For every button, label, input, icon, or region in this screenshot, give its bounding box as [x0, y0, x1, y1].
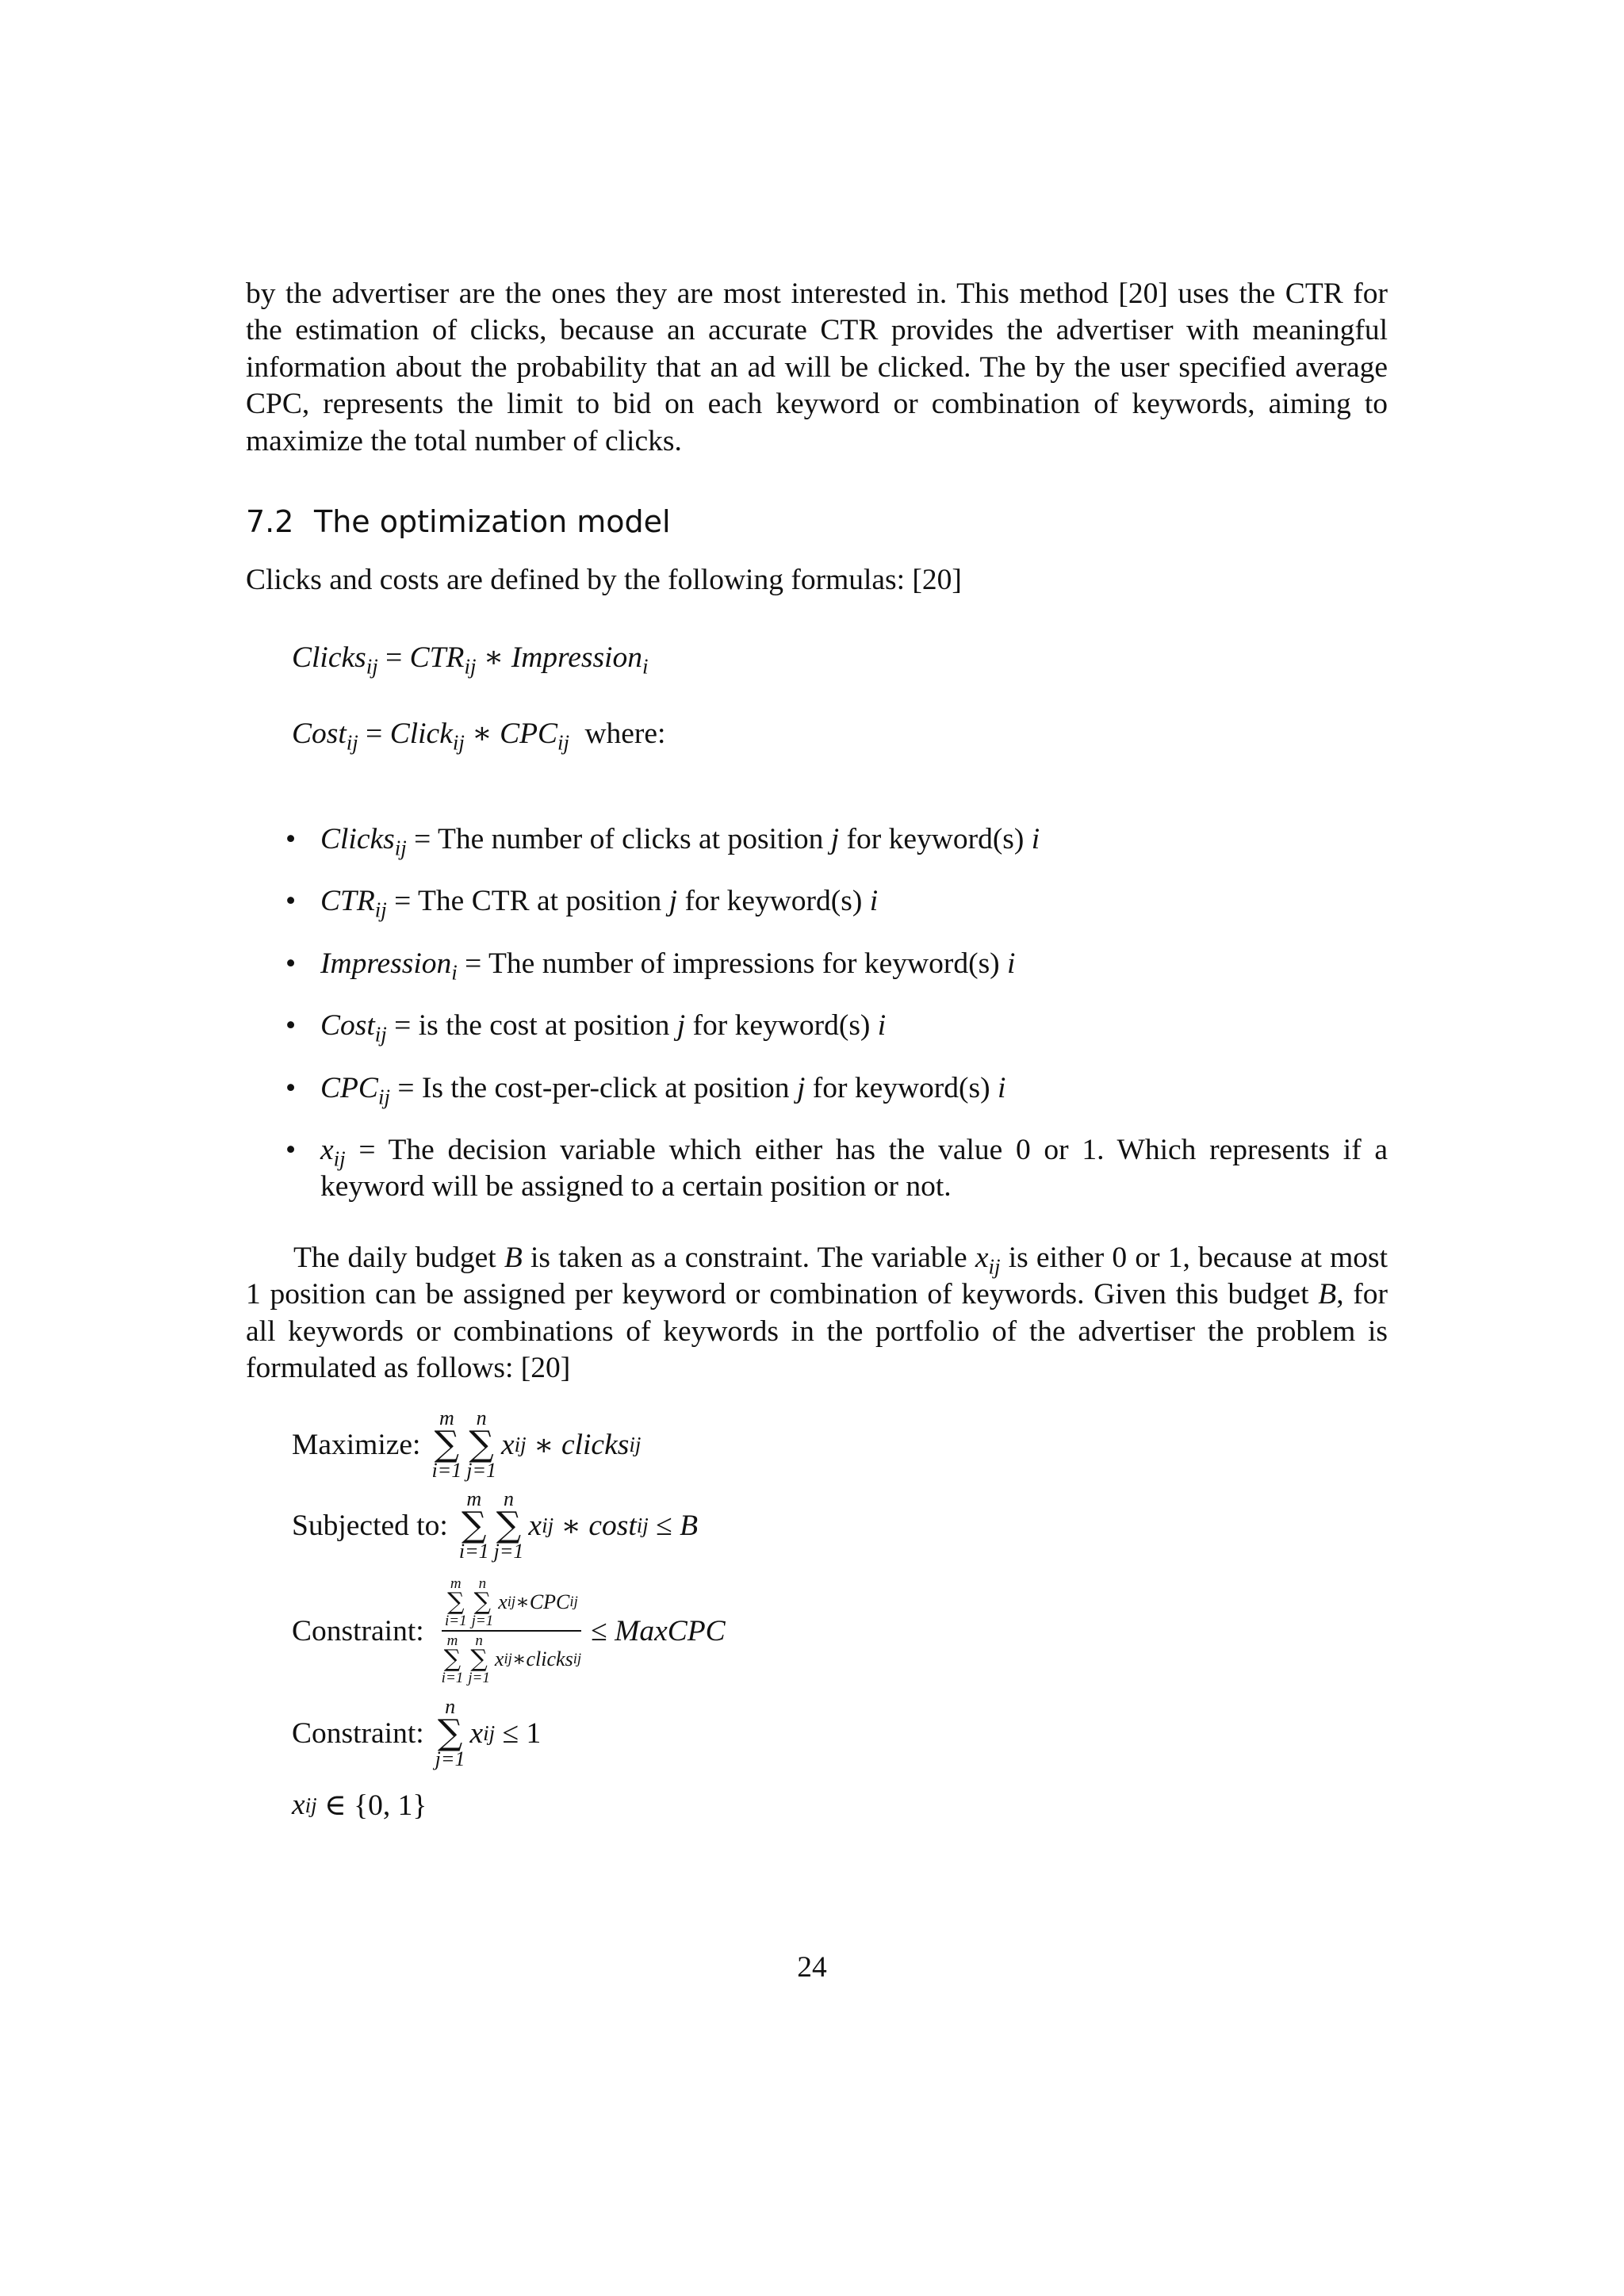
page-number: 24	[797, 1951, 827, 1984]
maximize-label: Maximize:	[292, 1428, 421, 1461]
constraint-label: Constraint:	[292, 1614, 424, 1647]
bullet-icon: •	[285, 1134, 297, 1167]
section-number: 7.2	[246, 504, 294, 539]
objective-maximize: Maximize: m ∑ i=1 n ∑ j=1 x ij ∗ clicks ij	[292, 1406, 642, 1482]
bullet-icon: •	[285, 823, 297, 855]
constraint2-label: Constraint:	[292, 1716, 424, 1750]
formula-cost: Cost$_{ij}$ = Click$_{ij}$ ∗ $CPC_{ij}$ where:	[292, 718, 666, 755]
formula-cost-lhs: Cost	[292, 718, 347, 750]
bullet-icon: •	[285, 1009, 297, 1043]
definition-list	[285, 821, 1388, 1231]
constraint-maxcpc: Constraint: m ∑ i=1 n ∑ j=1 x ij ∗ CPC ij m ∑ i=1 n ∑ j=1 x ij ∗ clicks ij ≤ MaxCPC	[292, 1575, 726, 1686]
subject-label: Subjected to:	[292, 1509, 448, 1542]
definition-item: • Clicks$_{ij}$ = The number of clicks at position j for keyword(s) i	[285, 823, 1040, 860]
formula-clicks-lhs-sub: ij	[366, 654, 378, 679]
sum-i: m ∑ i=1	[431, 1406, 462, 1482]
formula-cost-click-sub: ij	[452, 730, 465, 755]
variable-domain: x ij ∈ {0, 1}	[292, 1789, 427, 1822]
sum-j: n ∑ j=1	[435, 1695, 465, 1770]
section-heading	[246, 504, 671, 539]
formula-clicks-lhs: Clicks	[292, 641, 366, 674]
sum-j: n ∑ j=1	[493, 1487, 524, 1563]
fraction-denominator: m ∑ i=1 n ∑ j=1 x ij ∗ clicks ij	[441, 1632, 582, 1686]
definition-item: • $CTR_{ij}$ = The CTR at position j for keyword(s) i	[285, 885, 879, 922]
fraction	[442, 1576, 581, 1686]
formula-clicks-ctr-sub: ij	[464, 654, 477, 679]
definition-item: • Cost$_{ij}$ = is the cost at position j for keyword(s) i	[285, 1009, 887, 1047]
sum-i: m ∑ i=1	[458, 1487, 489, 1563]
constraint-assignment: Constraint: n ∑ j=1 x ij ≤ 1	[292, 1695, 542, 1770]
constraint-budget: Subjected to: m ∑ i=1 n ∑ j=1 x ij ∗ cost ij ≤ B	[292, 1487, 699, 1563]
sum-j: n ∑ j=1	[466, 1406, 497, 1482]
section-title: The optimization model	[314, 504, 671, 539]
fraction-numerator: m ∑ i=1 n ∑ j=1 x ij ∗ CPC ij	[444, 1575, 578, 1629]
fraction-bar	[442, 1630, 581, 1632]
formula-cost-cpc: CPC	[500, 718, 558, 750]
formula-clicks-impression: Impression	[511, 641, 642, 674]
formula-cost-lhs-sub: ij	[346, 730, 358, 755]
formula-clicks-impression-sub: i	[642, 654, 649, 679]
intro-paragraph: by the advertiser are the ones they are most interested in. This method [20] uses the CTR for the estimation of clicks, because an accurate CTR provides the advertiser with meaningful information about the probability that an ad will be clicked. The by the user specified average CPC, represents the limit to bid on each keyword or combination of keywords, aiming to maximize the total number of clicks.	[246, 277, 1388, 457]
formula-clicks: Clicks$_{ij}$ = $CTR_{ij}$ ∗ Impression$_i$	[292, 641, 649, 679]
bullet-icon: •	[285, 1071, 297, 1104]
lead-sentence: Clicks and costs are defined by the following formulas: [20]	[246, 564, 962, 596]
definition-item: • Impression$_i$ = The number of impressions for keyword(s) i	[285, 947, 1016, 985]
budget-paragraph: The daily budget B is taken as a constraint. The variable $x_{ij}$ is either 0 or 1, because at most 1 position can be assigned per keyword or combination of keywords. Given this budget B, for all keywords or combinations of keywords in the portfolio of the advertiser the problem is formulated as follows: [20]	[246, 1242, 1388, 1385]
bullet-icon: •	[285, 947, 297, 980]
formula-cost-click: Click	[389, 718, 453, 750]
formula-cost-suffix: where:	[584, 718, 666, 750]
definition-item: • $x_{ij}$ = The decision variable which either has the value 0 or 1. Which represents if a keyword will be assigned to a certain position or not.	[285, 1134, 1388, 1203]
formula-clicks-ctr: CTR	[409, 641, 465, 674]
definition-item: • $CPC_{ij} = Is$ the cost-per-click at position j for keyword(s) i	[285, 1071, 1006, 1109]
bullet-icon: •	[285, 885, 297, 918]
formula-cost-cpc-sub: ij	[557, 730, 570, 755]
